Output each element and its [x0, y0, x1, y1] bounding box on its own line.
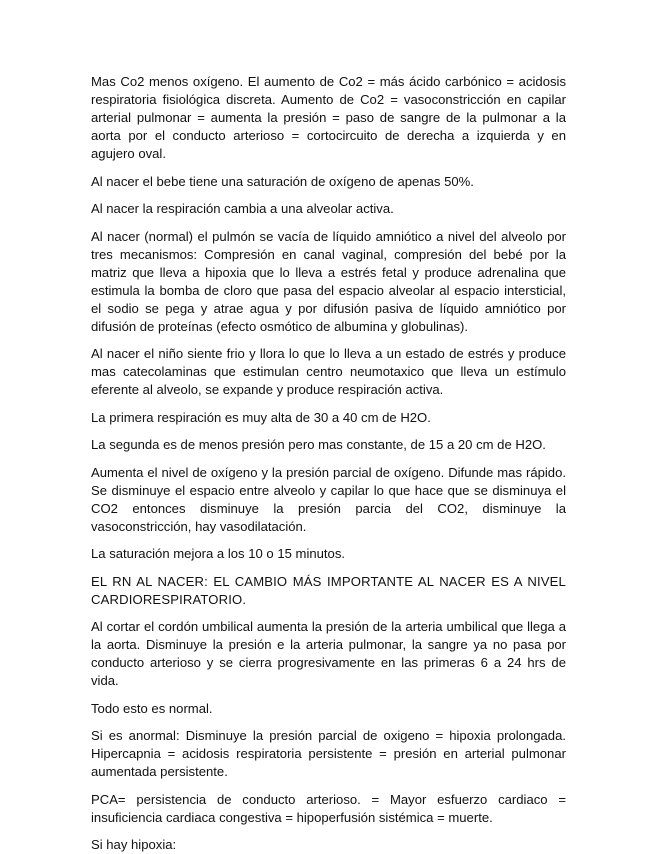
paragraph-umbilical-cord: Al cortar el cordón umbilical aumenta la presión de la arteria umbilical que llega a la aorta. Disminuye la presión e la arteria pulmonar, la sangre ya no pasa por conducto arterioso y se cierra progresivamente en las primeras 6 a 24 hrs de vida.: [91, 619, 566, 688]
paragraph-abnormal: Si es anormal: Disminuye la presión parcial de oxigeno = hipoxia prolongada. Hipercapnia = acidosis respiratoria persistente = presión en arterial pulmonar aumentada persistente.: [91, 728, 566, 779]
paragraph-cardiorespiratory-heading: EL RN AL NACER: EL CAMBIO MÁS IMPORTANTE AL NACER ES A NIVEL CARDIORESPIRATORIO.: [91, 573, 566, 607]
paragraph-all-normal: Todo esto es normal.: [91, 700, 213, 716]
paragraph-crying-stress: Al nacer el niño siente frio y llora lo que lo lleva a un estado de estrés y produce mas catecolaminas que estimulan centro neumotaxico que lleva un estímulo eferente al alveolo, se expande y produce respiración activa.: [91, 346, 566, 397]
paragraph-co2-acidosis: Mas Co2 menos oxígeno. El aumento de Co2 = más ácido carbónico = acidosis respiratoria fisiológica discreta. Aumento de Co2 = vasoconstricción en capilar arterial pulmonar = aumenta la presión = paso de sangre de la pulmonar a la aorta por el conducto arterioso = cortocircuito de derecha a izquierda y en agujero oval.: [91, 74, 566, 161]
paragraph-alveolar-respiration: Al nacer la respiración cambia a una alveolar activa.: [91, 201, 394, 216]
paragraph-pca: PCA= persistencia de conducto arterioso. = Mayor esfuerzo cardiaco = insuficiencia cardiaca congestiva = hipoperfusión sistémica = muerte.: [91, 791, 566, 825]
paragraph-saturation-improves: La saturación mejora a los 10 o 15 minutos.: [91, 546, 346, 561]
paragraph-lung-emptying: Al nacer (normal) el pulmón se vacía de líquido amniótico a nivel del alveolo por tres mecanismos: Compresión en canal vaginal, compresión del bebé por la matriz que lleva a hipoxia que lo lleva a estrés fetal y produce adrenalina que estimula la bomba de cloro que pasa del espacio alveolar al espacio intersticial, el sodio se pega y atrae agua y por difusión pasiva de líquido amniótico por difusión de proteínas (efecto osmótico de albumina y globulinas).: [91, 228, 566, 334]
paragraph-first-breath: La primera respiración es muy alta de 30 a 40 cm de H2O.: [91, 409, 431, 425]
paragraph-oxygen-saturation: Al nacer el bebe tiene una saturación de oxígeno de apenas 50%.: [91, 173, 474, 189]
paragraph-second-breath: La segunda es de menos presión pero mas constante, de 15 a 20 cm de H2O.: [91, 437, 546, 452]
paragraph-hypoxia: Si hay hipoxia:: [91, 837, 177, 852]
paragraph-oxygen-increase: Aumenta el nivel de oxígeno y la presión parcial de oxígeno. Difunde mas rápido. Se disminuye el espacio entre alveolo y capilar lo que hace que se disminuya el CO2 entonces disminuye la presión parcia del CO2, disminuye la vasoconstricción, hay vasodilatación.: [91, 464, 566, 534]
